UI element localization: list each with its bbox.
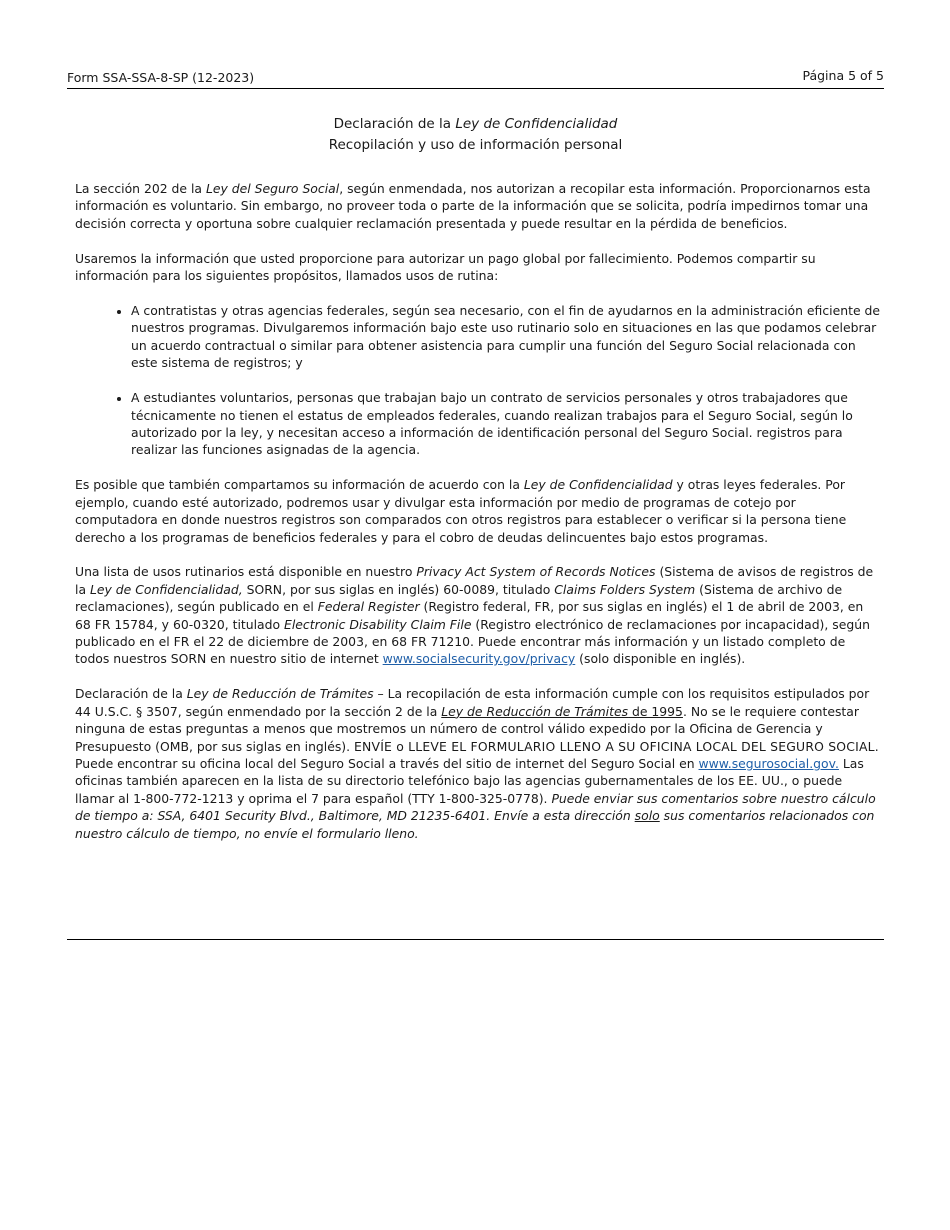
privacy-link[interactable]: www.socialsecurity.gov/privacy: [382, 651, 576, 667]
page-number: Página 5 of 5: [802, 68, 884, 83]
form-id: Form SSA-SSA-8-SP (12-2023): [67, 70, 255, 85]
title-line-1: Declaración de la Ley de Confidencialidad: [333, 116, 618, 132]
paragraph-sharing: Es posible que también compartamos su información de acuerdo con la Ley de Confidencialidad y otras leyes federales. Por ejemplo, cuando esté autorizado, podremos usar y divulgar esta información por medio de programas de cotejo por computadora en donde nuestros registros son comparados con otros registros para establecer o verificar si la persona tiene derecho a los programas de beneficios federales y para el cobro de deudas delincuentes bajo estos programas.: [75, 477, 847, 545]
paragraph-authority: La sección 202 de la Ley del Seguro Social, según enmendada, nos autorizan a recopilar esta información. Proporcionarnos esta información es voluntario. Sin embargo, no proveer toda o parte de la información que se solicita, podría impedirnos tomar una decisión correcta y oportuna sobre cualquier reclamación presentada y puede resultar en la pérdida de beneficios.: [75, 181, 871, 231]
list-item: • A estudiantes voluntarios, personas que trabajan bajo un contrato de servicios personales y otros trabajadores que técnicamente no tienen el estatus de empleados federales, cuando realizan trabajos para el Seguro Social, según lo autorizado por la ley, y necesitan acceso a información de identificación personal del Seguro Social. registros para realizar las funciones asignadas de la agencia.: [131, 389, 880, 459]
bottom-divider: [67, 939, 884, 940]
list-item: • A contratistas y otras agencias federales, según sea necesario, con el fin de ayudarnos en la administración eficiente de nuestros programas. Divulgaremos información bajo este uso rutinario solo en situaciones en las que podamos celebrar un acuerdo contractual o similar para obtener asistencia para cumplir una función del Seguro Social relacionada con este sistema de registros; y: [131, 302, 880, 372]
paragraph-paperwork: Declaración de la Ley de Reducción de Trámites – La recopilación de esta información cumple con los requisitos estipulados por 44 U.S.C. § 3507, según enmendado por la sección 2 de la Ley de Reducción de Trámites de 1995. No se le requiere contestar ninguna de estas preguntas a menos que mostremos un número de control válido expedido por la Oficina de Gerencia y Presupuesto (OMB, por sus siglas en inglés). ENVÍE o LLEVE EL FORMULARIO LLENO A SU OFICINA LOCAL DEL SEGURO SOCIAL. Puede encontrar su oficina local del Seguro Social a través del sitio de internet del Seguro Social en www.segurosocial.gov. Las oficinas también aparecen en la lista de su directorio telefónico bajo las agencias gubernamentales de los EE. UU., o puede llamar al 1-800-772-1213 y oprima el 7 para español (TTY 1-800-325-0778). Puede enviar sus comentarios sobre nuestro cálculo de tiempo a: SSA, 6401 Security Blvd., Baltimore, MD 21235-6401. Envíe a esta dirección solo sus comentarios relacionados con nuestro cálculo de tiempo, no envíe el formulario lleno.: [75, 686, 879, 841]
document-body: [75, 180, 880, 860]
page-header: [67, 68, 884, 89]
paragraph-uses-intro: Usaremos la información que usted proporcione para autorizar un pago global por fallecimiento. Podemos compartir su información para los siguientes propósitos, llamados usos de rutina:: [75, 250, 816, 284]
title-line-2: Recopilación y uso de información personal: [328, 137, 623, 153]
routine-uses-list: [75, 302, 880, 459]
title-block: [67, 114, 884, 156]
paragraph-sorn: Una lista de usos rutinarios está disponible en nuestro Privacy Act System of Records Notices (Sistema de avisos de registros de la Ley de Confidencialidad, SORN, por sus siglas en inglés) 60-0089, titulado Claims Folders System (Sistema de archivo de reclamaciones), según publicado en el Federal Register (Registro federal, FR, por sus siglas en inglés) el 1 de abril de 2003, en 68 FR 15784, y 60-0320, titulado Electronic Disability Claim File (Registro electrónico de reclamaciones por incapacidad), según publicado en el FR el 22 de diciembre de 2003, en 68 FR 71210. Puede encontrar más información y un listado completo de todos nuestros SORN en nuestro sitio de internet www.socialsecurity.gov/privacy (solo disponible en inglés).: [75, 564, 874, 667]
segurosocial-link[interactable]: www.segurosocial.gov.: [698, 755, 839, 771]
